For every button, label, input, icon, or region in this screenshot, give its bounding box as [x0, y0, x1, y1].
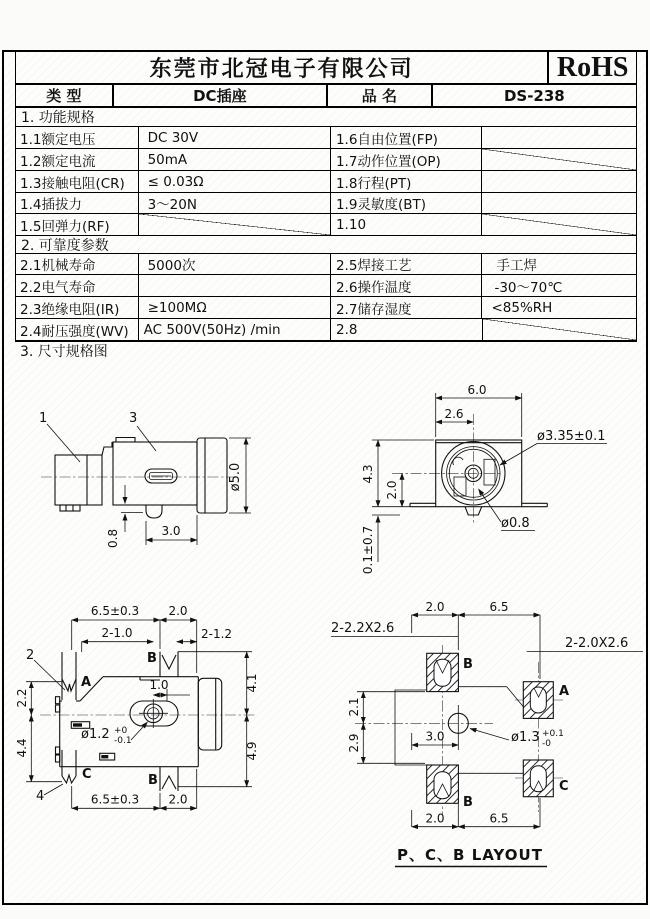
- name-value: DS-238: [503, 86, 565, 105]
- dim-pin-drop: 0.8: [106, 528, 120, 548]
- table-row: [16, 319, 636, 340]
- row-value: ≤ 0.03Ω: [139, 171, 331, 192]
- dim-height: 4.3: [361, 464, 375, 484]
- side-view-drawing: [25, 382, 320, 570]
- dim-left-lower: 4.4: [15, 738, 29, 758]
- pin-label-b-bottom: B: [148, 773, 158, 788]
- section1-title: 1. 功能规格: [16, 108, 636, 127]
- pcb-layout-drawing: [325, 600, 645, 875]
- dim-standoff: 0.1±0.7: [361, 525, 375, 575]
- type-value: DC插座: [114, 85, 328, 106]
- row-value: <85%RH: [491, 299, 553, 316]
- dim-center-depth: 2.0: [385, 480, 399, 500]
- row-label: 2.3绝缘电阻(IR): [16, 297, 139, 318]
- dim-right-lower: 4.9: [245, 741, 259, 761]
- row-label: 1.10: [331, 214, 483, 235]
- company-name: 东莞市北冠电子有限公司: [16, 52, 549, 83]
- row-value: AC 500V(50Hz) /min: [139, 319, 331, 340]
- dim-span-top: 6.5: [489, 600, 509, 614]
- row-label: 2.2电气寿命: [16, 275, 139, 296]
- pcb-caption: P、C、B LAYOUT: [397, 846, 543, 864]
- dim-pad-top: 2.0: [425, 600, 445, 614]
- dim-pin: ø0.8: [501, 516, 530, 531]
- dim-center: 3.0: [425, 729, 445, 744]
- type-row: [16, 85, 636, 108]
- front-view-drawing: [330, 372, 645, 588]
- row-value: ≥100MΩ: [139, 297, 331, 318]
- row-label: 1.6自由位置(FP): [331, 127, 483, 148]
- dim-hole: ø1.3: [511, 730, 540, 745]
- pad-label-b-bottom: B: [463, 795, 473, 810]
- table-row: [16, 193, 636, 214]
- row-label: 1.9灵敏度(BT): [331, 193, 483, 213]
- row-label: 2.1机械寿命: [16, 254, 139, 274]
- row-label: 2.6操作温度: [331, 275, 483, 296]
- dim-diameter: ø5.0: [228, 462, 243, 492]
- dim-width: 6.0: [467, 383, 487, 397]
- dim-hole: ø1.2: [81, 727, 110, 742]
- row-label: 1.4插拔力: [16, 193, 139, 213]
- row-value: [482, 127, 636, 148]
- dim-inner-width: 2.6: [444, 407, 464, 421]
- table-row: [16, 127, 636, 149]
- pin-label-b-top: B: [147, 651, 157, 666]
- table-row: [16, 275, 636, 297]
- bottom-view-drawing: [15, 595, 320, 840]
- row-label: 1.8行程(PT): [331, 171, 483, 192]
- dim-body-top: 6.5±0.3: [90, 604, 140, 618]
- spec-table: [15, 52, 637, 342]
- row-value: 50mA: [139, 149, 331, 170]
- bottom-view-callouts: [26, 648, 158, 804]
- dim-body-bottom: 6.5±0.3: [90, 792, 140, 807]
- table-row: [16, 297, 636, 319]
- dim-slot-a: 2-1.0: [101, 626, 133, 640]
- table-row: [16, 171, 636, 193]
- table-row: [16, 149, 636, 171]
- row-value: 3～20N: [139, 193, 331, 213]
- row-label: 2.7储存湿度: [331, 297, 483, 318]
- row-label: 1.5回弹力(RF): [16, 214, 139, 235]
- dim-slot-right: 2-2.0X2.6: [565, 636, 629, 651]
- dim-tab-bottom: 2.0: [168, 792, 188, 807]
- row-value-na: [483, 319, 637, 340]
- dim-right-upper: 4.1: [245, 673, 259, 693]
- front-view-geometry: [392, 414, 547, 524]
- spec-sheet: [2, 50, 648, 905]
- dim-span-bottom: 6.5: [489, 811, 509, 826]
- type-label: 类 型: [16, 85, 114, 106]
- row-value: 手工焊: [496, 258, 537, 274]
- bottom-view-geometry: [40, 652, 256, 791]
- dim-slot-b: 2-1.2: [201, 627, 233, 641]
- part-callout-4: 4: [36, 789, 45, 804]
- row-value: [482, 193, 636, 213]
- pcb-layout-dimensions: [331, 600, 643, 827]
- dim-barrel: ø3.35±0.1: [537, 429, 606, 444]
- pin-label-c: C: [82, 767, 92, 782]
- row-value: [482, 171, 636, 192]
- dim-hole-tol-top: +0.1: [542, 729, 564, 739]
- rohs-mark: RoHS: [556, 52, 629, 83]
- pin-label-a: A: [81, 675, 92, 690]
- pcb-layout-caption: [395, 846, 547, 867]
- dim-hole-tol-top: +0: [114, 726, 128, 736]
- part-callout-2: 2: [26, 648, 35, 663]
- dim-hole-tol-bottom: -0: [542, 739, 551, 749]
- row-value-na: [139, 214, 331, 235]
- dim-hole-tol-bottom: -0.1: [114, 736, 132, 746]
- bottom-view-dimensions: [15, 604, 259, 808]
- pad-label-c: C: [559, 779, 569, 794]
- row-value: 5000次: [139, 254, 331, 274]
- side-view-callouts: [39, 411, 156, 462]
- dim-v-upper: 2.1: [347, 697, 361, 717]
- pad-label-b-top: B: [463, 657, 473, 672]
- dim-slot-left: 2-2.2X2.6: [331, 621, 395, 636]
- side-view-dimensions: [106, 438, 251, 548]
- section2-title: 2. 可靠度参数: [16, 236, 636, 254]
- name-label: 品 名: [328, 85, 433, 106]
- row-value: DC 30V: [139, 127, 331, 148]
- row-value-na: [482, 214, 636, 235]
- dim-v-lower: 2.9: [347, 733, 361, 753]
- row-value: [139, 275, 331, 296]
- row-label: 2.5焊接工艺: [331, 254, 483, 274]
- row-value: -30～70℃: [494, 279, 563, 296]
- dim-tab-top: 2.0: [168, 604, 188, 618]
- dim-hole-offset: 1.0: [149, 678, 169, 692]
- row-label: 1.2额定电流: [16, 149, 139, 170]
- dim-pad-bottom: 2.0: [425, 811, 445, 826]
- row-label: 1.1额定电压: [16, 127, 139, 148]
- table-row: [16, 214, 636, 236]
- row-label: 1.3接触电阻(CR): [16, 171, 139, 192]
- dim-left-upper: 2.2: [15, 688, 29, 708]
- row-label: 2.4耐压强度(WV): [16, 319, 139, 340]
- row-value-na: [482, 149, 636, 170]
- part-callout-3: 3: [129, 411, 138, 426]
- title-row: [16, 52, 636, 85]
- row-label: 1.7动作位置(OP): [331, 149, 483, 170]
- pad-label-a: A: [559, 684, 570, 699]
- side-view-geometry: [41, 438, 239, 519]
- table-row: [16, 254, 636, 275]
- dim-pin-offset: 3.0: [161, 524, 181, 538]
- section3-title: 3. 尺寸规格图: [20, 344, 108, 360]
- row-label: 2.8: [331, 319, 483, 340]
- part-callout-1: 1: [39, 411, 48, 426]
